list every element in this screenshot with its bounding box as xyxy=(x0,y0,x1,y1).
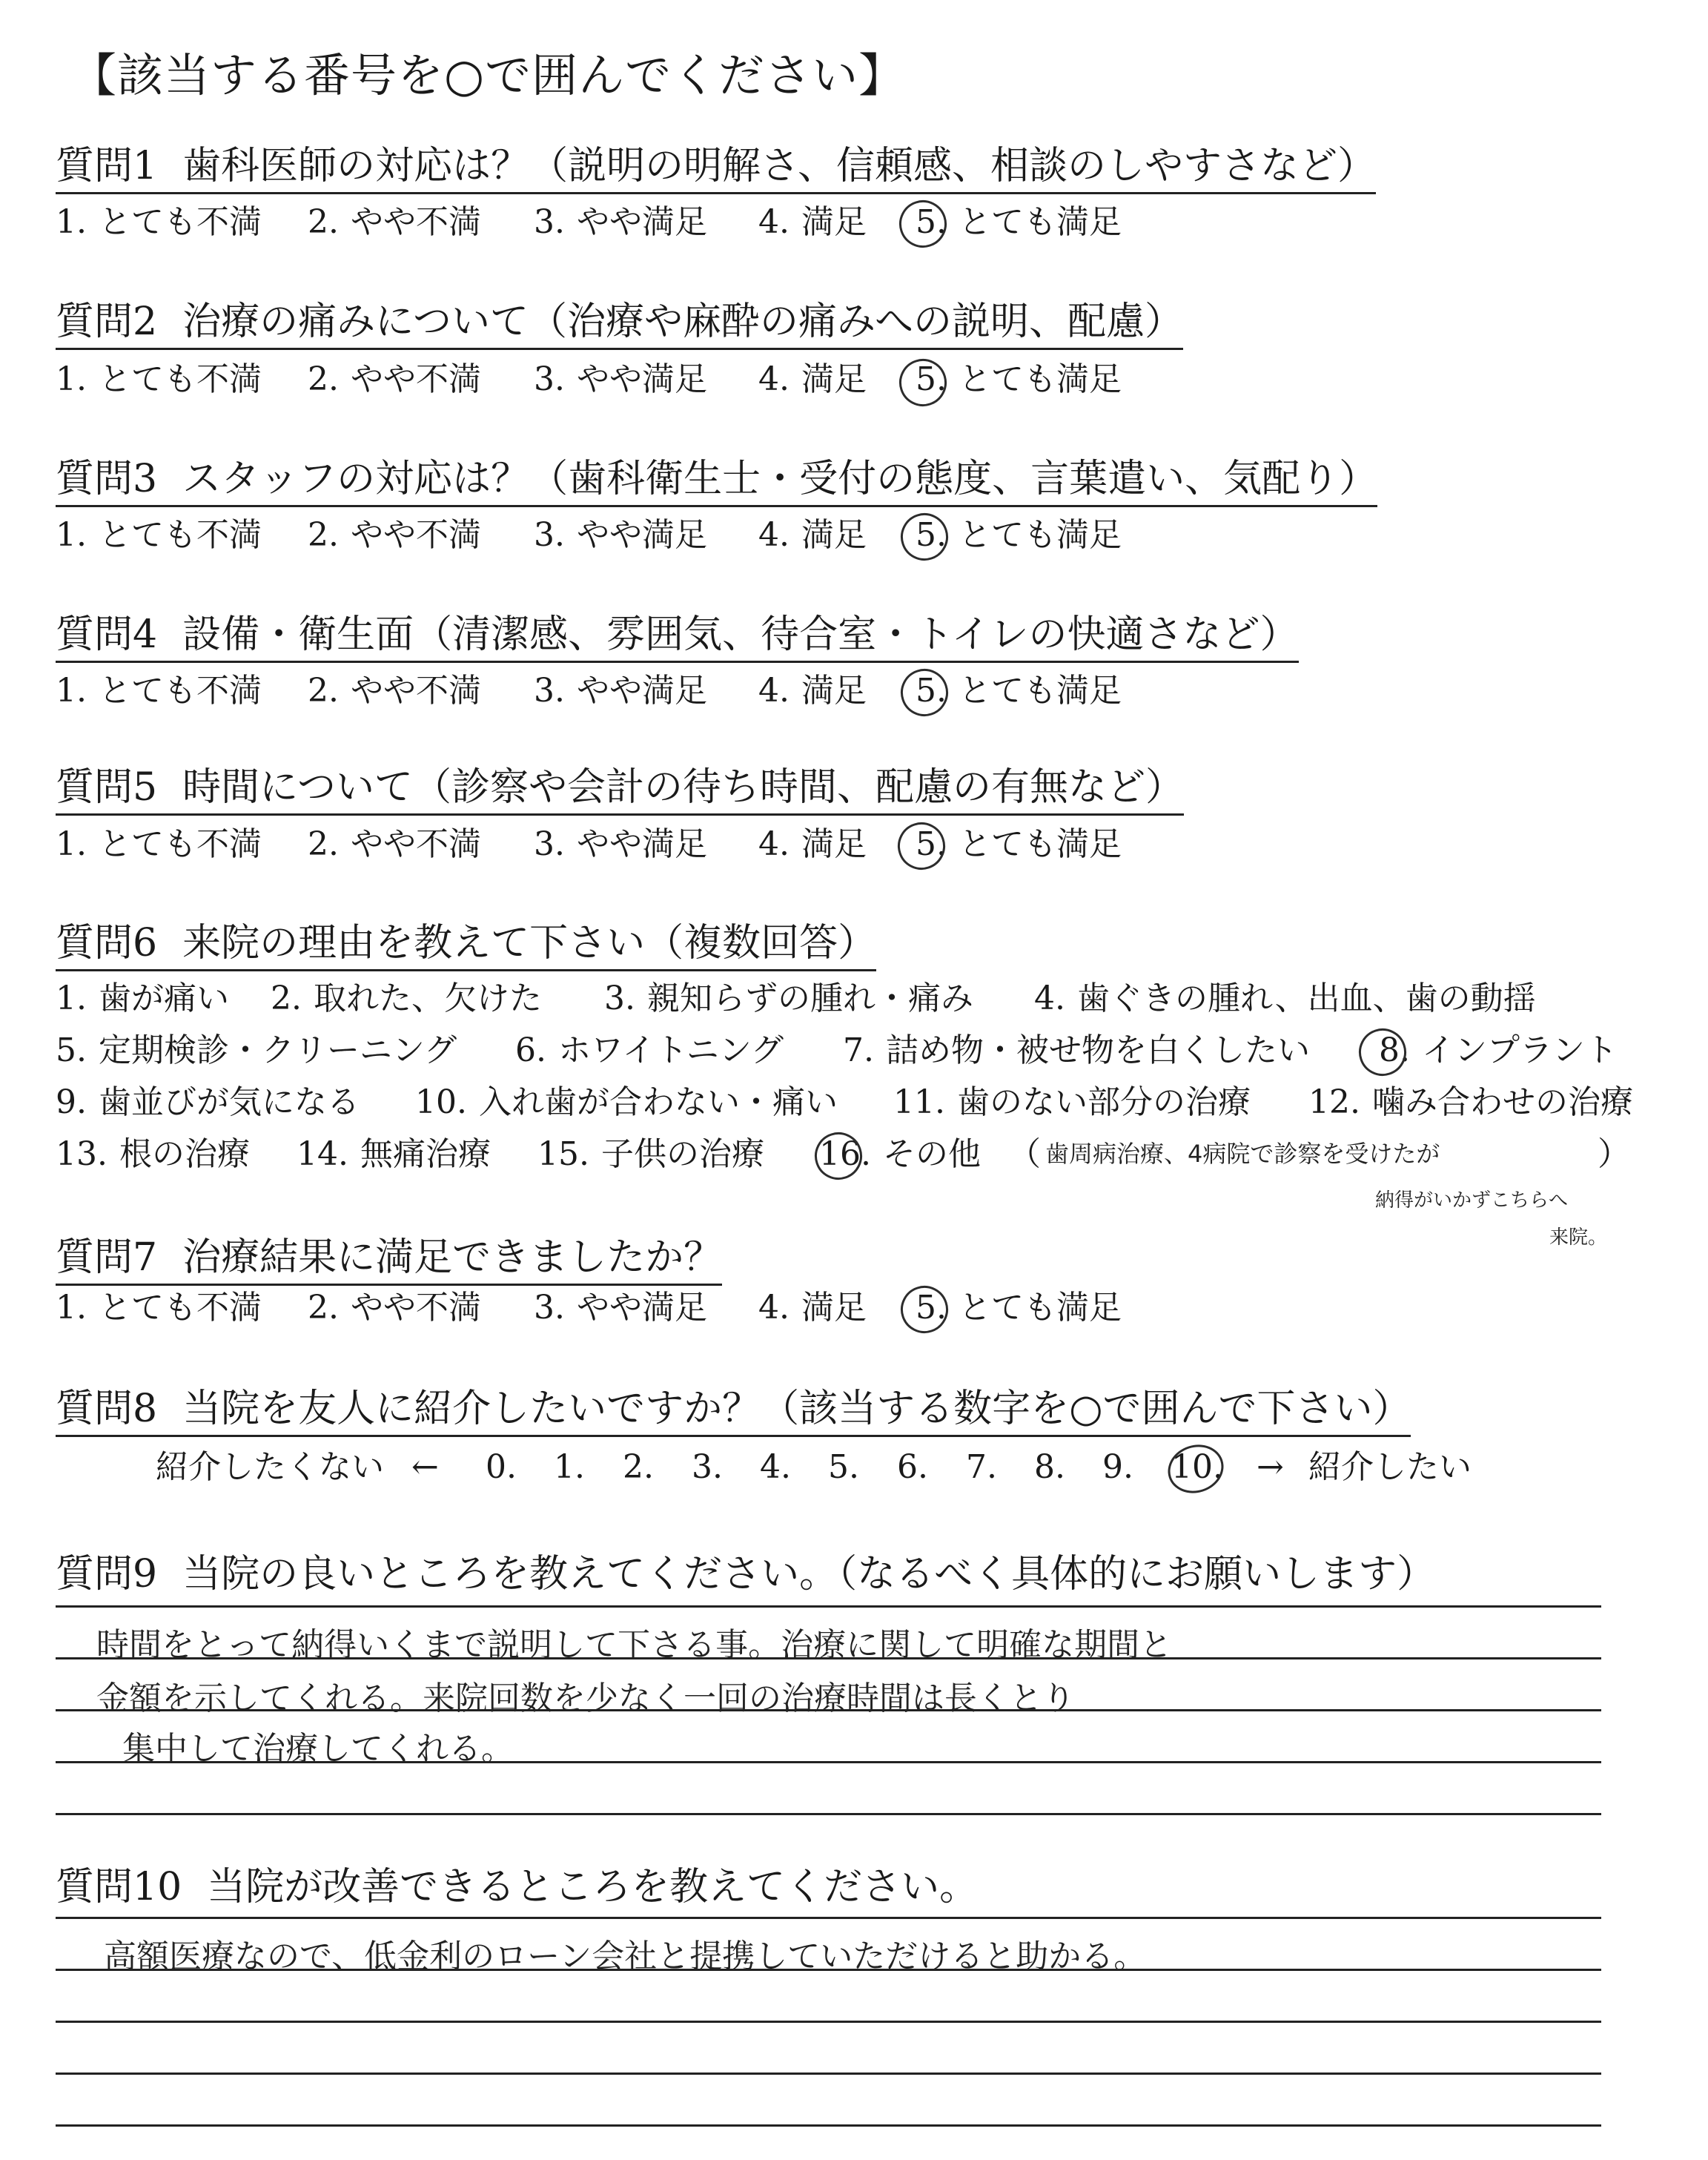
question-text: 歯科医師の対応は？（説明の明解さ、信頼感、相談のしやすさなど） xyxy=(182,144,1377,188)
q2-option-2[interactable]: 2. やや不満 xyxy=(308,360,481,398)
q3-option-5[interactable]: 5. とても満足 xyxy=(916,516,1122,554)
scale-option-3[interactable]: 3. xyxy=(692,1448,723,1486)
q2-option-4[interactable]: 4. 満足 xyxy=(758,360,867,398)
q6-option-14[interactable]: 14. 無痛治療 xyxy=(297,1135,491,1173)
q6-option-2[interactable]: 2. 取れた、欠けた xyxy=(271,980,542,1017)
q6-option-6[interactable]: 6. ホワイトニング xyxy=(515,1031,784,1069)
question-text: 治療の痛みについて（治療や麻酔の痛みへの説明、配慮） xyxy=(182,300,1184,344)
q6-other-note-line-2: 来院。 xyxy=(1549,1226,1608,1249)
question-text: 当院が改善できるところを教えてください。 xyxy=(207,1865,979,1909)
scale-option-7[interactable]: 7. xyxy=(966,1448,997,1486)
q7-option-1[interactable]: 1. とても不満 xyxy=(56,1289,262,1327)
q5-option-4[interactable]: 4. 満足 xyxy=(758,825,867,863)
question-8-title xyxy=(56,1388,1411,1437)
question-number: 質問7 xyxy=(56,1235,158,1280)
scale-option-6[interactable]: 6. xyxy=(897,1448,928,1486)
question-number: 質問3 xyxy=(56,457,158,501)
question-number: 質問10 xyxy=(56,1865,182,1909)
selected-circle-icon xyxy=(1162,1438,1230,1500)
question-6-title xyxy=(56,922,876,971)
question-text: 時間について（診察や会計の待ち時間、配慮の有無など） xyxy=(182,765,1185,810)
answer-line xyxy=(56,1605,1601,1608)
q5-options xyxy=(56,827,1168,871)
q2-option-1[interactable]: 1. とても不満 xyxy=(56,360,262,398)
q1-option-4[interactable]: 4. 満足 xyxy=(758,203,867,241)
question-number: 質問6 xyxy=(56,921,158,965)
scale-option-4[interactable]: 4. xyxy=(760,1448,791,1486)
q5-option-1[interactable]: 1. とても不満 xyxy=(56,825,262,863)
q6-other-handwritten[interactable]: 歯周病治療、4病院で診察を受けたが xyxy=(1045,1140,1440,1168)
scale-option-2[interactable]: 2. xyxy=(623,1448,654,1486)
question-text: 来院の理由を教えて下さい（複数回答） xyxy=(182,921,877,965)
page-title: 【該当する番号を○で囲んでください】 xyxy=(70,48,906,102)
q7-option-4[interactable]: 4. 満足 xyxy=(758,1289,867,1327)
q9-answer-line-1[interactable]: 時間をとって納得いくまで説明して下さる事。治療に関して明確な期間と xyxy=(96,1626,1173,1664)
q6-other-open-paren: （ xyxy=(1008,1135,1041,1173)
question-text: 当院の良いところを教えてください。（なるべく具体的にお願いします） xyxy=(182,1552,1436,1596)
q6-other-note-line-1: 納得がいかずこちらへ xyxy=(1375,1189,1569,1212)
question-text: スタッフの対応は？（歯科衛生士・受付の態度、言葉遣い、気配り） xyxy=(182,457,1378,501)
q6-row-3 xyxy=(56,1085,1649,1129)
scale-right-arrow-icon: → xyxy=(1257,1448,1284,1486)
question-2-title xyxy=(56,301,1183,350)
q6-option-10[interactable]: 10. 入れ歯が合わない・痛い xyxy=(415,1083,838,1121)
question-5-title xyxy=(56,767,1184,816)
q6-option-15[interactable]: 15. 子供の治療 xyxy=(537,1135,764,1173)
q2-option-3[interactable]: 3. やや満足 xyxy=(534,360,707,398)
question-text: 設備・衛生面（清潔感、雰囲気、待合室・トイレの快適さなど） xyxy=(182,612,1299,657)
q6-option-12[interactable]: 12. 噛み合わせの治療 xyxy=(1308,1083,1633,1121)
question-number: 質問1 xyxy=(56,144,158,188)
question-number: 質問8 xyxy=(56,1387,158,1431)
q5-option-2[interactable]: 2. やや不満 xyxy=(308,825,481,863)
q6-option-7[interactable]: 7. 詰め物・被せ物を白くしたい xyxy=(843,1031,1310,1069)
q1-option-2[interactable]: 2. やや不満 xyxy=(308,203,481,241)
q1-options xyxy=(56,205,1168,249)
q5-option-3[interactable]: 3. やや満足 xyxy=(534,825,707,863)
question-text: 当院を友人に紹介したいですか？（該当する数字を○で囲んで下さい） xyxy=(182,1387,1411,1431)
answer-line xyxy=(56,1917,1601,1919)
question-9-title xyxy=(56,1542,1435,1598)
question-number: 質問4 xyxy=(56,612,158,657)
scale-left-arrow-icon: ← xyxy=(411,1448,439,1486)
question-3-title xyxy=(56,458,1377,507)
question-7-title xyxy=(56,1237,722,1286)
answer-line xyxy=(56,2021,1601,2023)
q8-scale xyxy=(56,1450,1538,1494)
q3-option-1[interactable]: 1. とても不満 xyxy=(56,516,262,554)
q6-option-1[interactable]: 1. 歯が痛い xyxy=(56,980,229,1017)
q5-option-5[interactable]: 5. とても満足 xyxy=(916,825,1122,863)
scale-option-0[interactable]: 0. xyxy=(486,1448,517,1486)
q4-option-5[interactable]: 5. とても満足 xyxy=(916,672,1122,710)
scale-option-1[interactable]: 1. xyxy=(554,1448,585,1486)
q6-option-13[interactable]: 13. 根の治療 xyxy=(56,1135,250,1173)
question-1-title xyxy=(56,145,1376,194)
question-text: 治療結果に満足できましたか？ xyxy=(182,1235,723,1280)
q1-option-1[interactable]: 1. とても不満 xyxy=(56,203,262,241)
q7-option-3[interactable]: 3. やや満足 xyxy=(534,1289,707,1327)
q7-option-2[interactable]: 2. やや不満 xyxy=(308,1289,481,1327)
answer-line xyxy=(56,2073,1601,2075)
q9-answer-line-3[interactable]: 集中して治療してくれる。 xyxy=(122,1730,514,1768)
q6-other-close-paren: ） xyxy=(1598,1135,1630,1173)
q4-option-3[interactable]: 3. やや満足 xyxy=(534,672,707,710)
question-10-title xyxy=(56,1855,978,1911)
q6-option-8[interactable]: 8. インプラント xyxy=(1379,1031,1618,1069)
question-4-title xyxy=(56,614,1299,663)
q4-option-1[interactable]: 1. とても不満 xyxy=(56,672,262,710)
scale-right-label: 紹介したい xyxy=(1308,1448,1472,1486)
question-number: 質問2 xyxy=(56,300,158,344)
answer-line xyxy=(56,1813,1601,1815)
q9-answer-line-2[interactable]: 金額を示してくれる。来院回数を少なく一回の治療時間は長くとり xyxy=(96,1680,1075,1717)
q7-options xyxy=(56,1290,1168,1335)
q6-option-3[interactable]: 3. 親知らずの腫れ・痛み xyxy=(604,980,973,1017)
q6-option-5[interactable]: 5. 定期検診・クリーニング xyxy=(56,1031,457,1069)
q3-option-3[interactable]: 3. やや満足 xyxy=(534,516,707,554)
q4-option-4[interactable]: 4. 満足 xyxy=(758,672,867,710)
question-number: 質問5 xyxy=(56,765,158,810)
scale-option-5[interactable]: 5. xyxy=(828,1448,859,1486)
q10-answer-line-1[interactable]: 高額医療なので、低金利のローン会社と提携していただけると助かる。 xyxy=(104,1938,1147,1975)
q2-options xyxy=(56,362,1168,406)
q6-option-11[interactable]: 11. 歯のない部分の治療 xyxy=(893,1083,1251,1121)
q6-row-2 xyxy=(56,1033,1649,1077)
q4-options xyxy=(56,673,1168,718)
q6-option-16[interactable]: 16. その他 xyxy=(819,1135,981,1173)
q6-option-4[interactable]: 4. 歯ぐきの腫れ、出血、歯の動揺 xyxy=(1034,980,1536,1017)
scale-option-8[interactable]: 8. xyxy=(1034,1448,1065,1486)
q3-options xyxy=(56,518,1168,562)
q4-option-2[interactable]: 2. やや不満 xyxy=(308,672,481,710)
q7-option-5[interactable]: 5. とても満足 xyxy=(916,1289,1122,1327)
answer-line xyxy=(56,2124,1601,2127)
q6-row-4 xyxy=(56,1137,1649,1181)
q3-option-2[interactable]: 2. やや不満 xyxy=(308,516,481,554)
scale-option-9[interactable]: 9. xyxy=(1102,1448,1133,1486)
scale-option-10[interactable]: 10. xyxy=(1171,1448,1223,1486)
question-number: 質問9 xyxy=(56,1552,158,1596)
q1-option-3[interactable]: 3. やや満足 xyxy=(534,203,707,241)
q2-option-5[interactable]: 5. とても満足 xyxy=(916,360,1122,398)
q3-option-4[interactable]: 4. 満足 xyxy=(758,516,867,554)
q6-row-1 xyxy=(56,981,1649,1025)
q6-option-9[interactable]: 9. 歯並びが気になる xyxy=(56,1083,360,1121)
scale-left-label: 紹介したくない xyxy=(156,1448,384,1486)
q1-option-5[interactable]: 5. とても満足 xyxy=(916,203,1122,241)
